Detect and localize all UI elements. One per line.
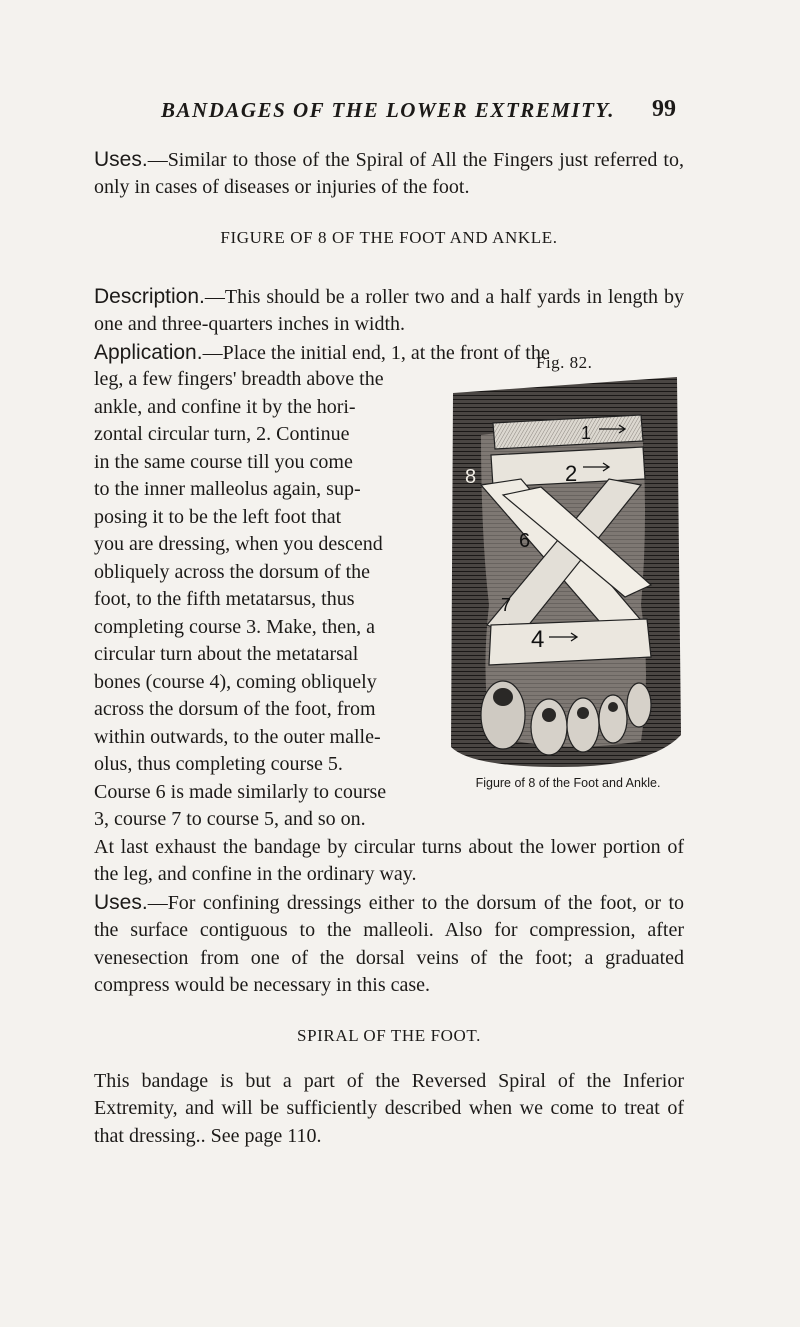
page-number: 99 xyxy=(652,96,676,122)
uses-text-2: —For confining dressings either to the dorsum of the foot, or to the surface contiguous to the malleoli. Also for compression, after venesection from one of the dorsal veins of the foot; a graduated compress would be necessary in this case. xyxy=(94,892,684,997)
running-title: BANDAGES OF THE LOWER EXTREMITY. xyxy=(161,98,615,122)
application-line: completing course 3. Make, then, a xyxy=(94,615,376,638)
description-paragraph xyxy=(94,283,684,339)
application-line: in the same course till you come xyxy=(94,450,353,473)
application-line: ankle, and confine it by the hori- xyxy=(94,395,356,418)
figure-label: Fig. 82. xyxy=(536,353,593,372)
spiral-paragraph xyxy=(94,1068,684,1150)
course-number: 7 xyxy=(501,595,512,615)
application-line: zontal circular turn, 2. Continue xyxy=(94,423,350,445)
description-lead: Description. xyxy=(94,285,205,308)
application-text-bottom: At last exhaust the bandage by circular turns about the lower portion of the leg, and confine in the ordinary way. xyxy=(94,836,684,886)
course-number: 6 xyxy=(519,530,531,552)
toe-shape xyxy=(531,699,567,755)
toe-shape xyxy=(627,683,651,727)
application-line: bones (course 4), coming obliquely xyxy=(94,670,377,693)
application-wrapped-text xyxy=(94,366,446,834)
application-line: Course 6 is made similarly to course xyxy=(94,780,387,803)
application-line: obliquely across the dorsum of the xyxy=(94,560,371,583)
application-line: posing it to be the left foot that xyxy=(94,505,342,528)
bandage-course-band xyxy=(489,619,651,665)
application-line: to the inner malleolus again, sup- xyxy=(94,478,361,500)
figure-caption: Figure of 8 of the Foot and Ankle. xyxy=(475,776,661,790)
application-line: across the dorsum of the foot, from xyxy=(94,698,376,720)
application-line: olus, thus completing course 5. xyxy=(94,753,343,775)
course-number: 1 xyxy=(581,423,592,443)
uses-text-1: —Similar to those of the Spiral of All the Fingers just referred to, only in cases of diseases or injuries of the foot. xyxy=(94,149,684,199)
toe-shape xyxy=(567,698,599,752)
running-head xyxy=(0,98,800,128)
application-closing-paragraph xyxy=(94,834,684,889)
description-text: —This should be a roller two and a half yards in length by one and three-quarters inches in width. xyxy=(94,286,684,336)
toenail-shape xyxy=(493,688,513,706)
application-line: leg, a few fingers' breadth above the xyxy=(94,368,384,390)
section-heading-figure-8: FIGURE OF 8 OF THE FOOT AND ANKLE. xyxy=(220,228,558,247)
section-heading-spiral: SPIRAL OF THE FOOT. xyxy=(297,1026,481,1045)
uses-lead-2: Uses. xyxy=(94,891,148,914)
application-text-top: —Place the initial end, 1, at the front of the xyxy=(202,342,550,364)
toenail-shape xyxy=(608,702,618,712)
course-number: 4 xyxy=(531,626,545,653)
application-line: circular turn about the metatarsal xyxy=(94,643,359,665)
course-number: 2 xyxy=(565,461,578,486)
uses-paragraph-2 xyxy=(94,889,684,1000)
toenail-shape xyxy=(542,708,556,722)
course-number: 8 xyxy=(465,466,477,488)
application-first-line xyxy=(94,339,684,367)
foot-bandage-illustration xyxy=(441,375,685,770)
foot-bandage-figure xyxy=(441,375,685,770)
toenail-shape xyxy=(577,707,589,719)
application-lead: Application. xyxy=(94,341,203,364)
spiral-text: This bandage is but a part of the Reversed Spiral of the Inferior Extremity, and will be sufficiently described when we come to treat of that dressing.. See page 110. xyxy=(94,1070,684,1147)
application-line: you are dressing, when you descend xyxy=(94,533,383,555)
application-line: within outwards, to the outer malle- xyxy=(94,725,381,748)
uses-lead-1: Uses. xyxy=(94,148,148,171)
application-line: foot, to the fifth metatarsus, thus xyxy=(94,588,355,610)
application-line: 3, course 7 to course 5, and so on. xyxy=(94,808,366,830)
uses-paragraph-1 xyxy=(94,146,684,202)
